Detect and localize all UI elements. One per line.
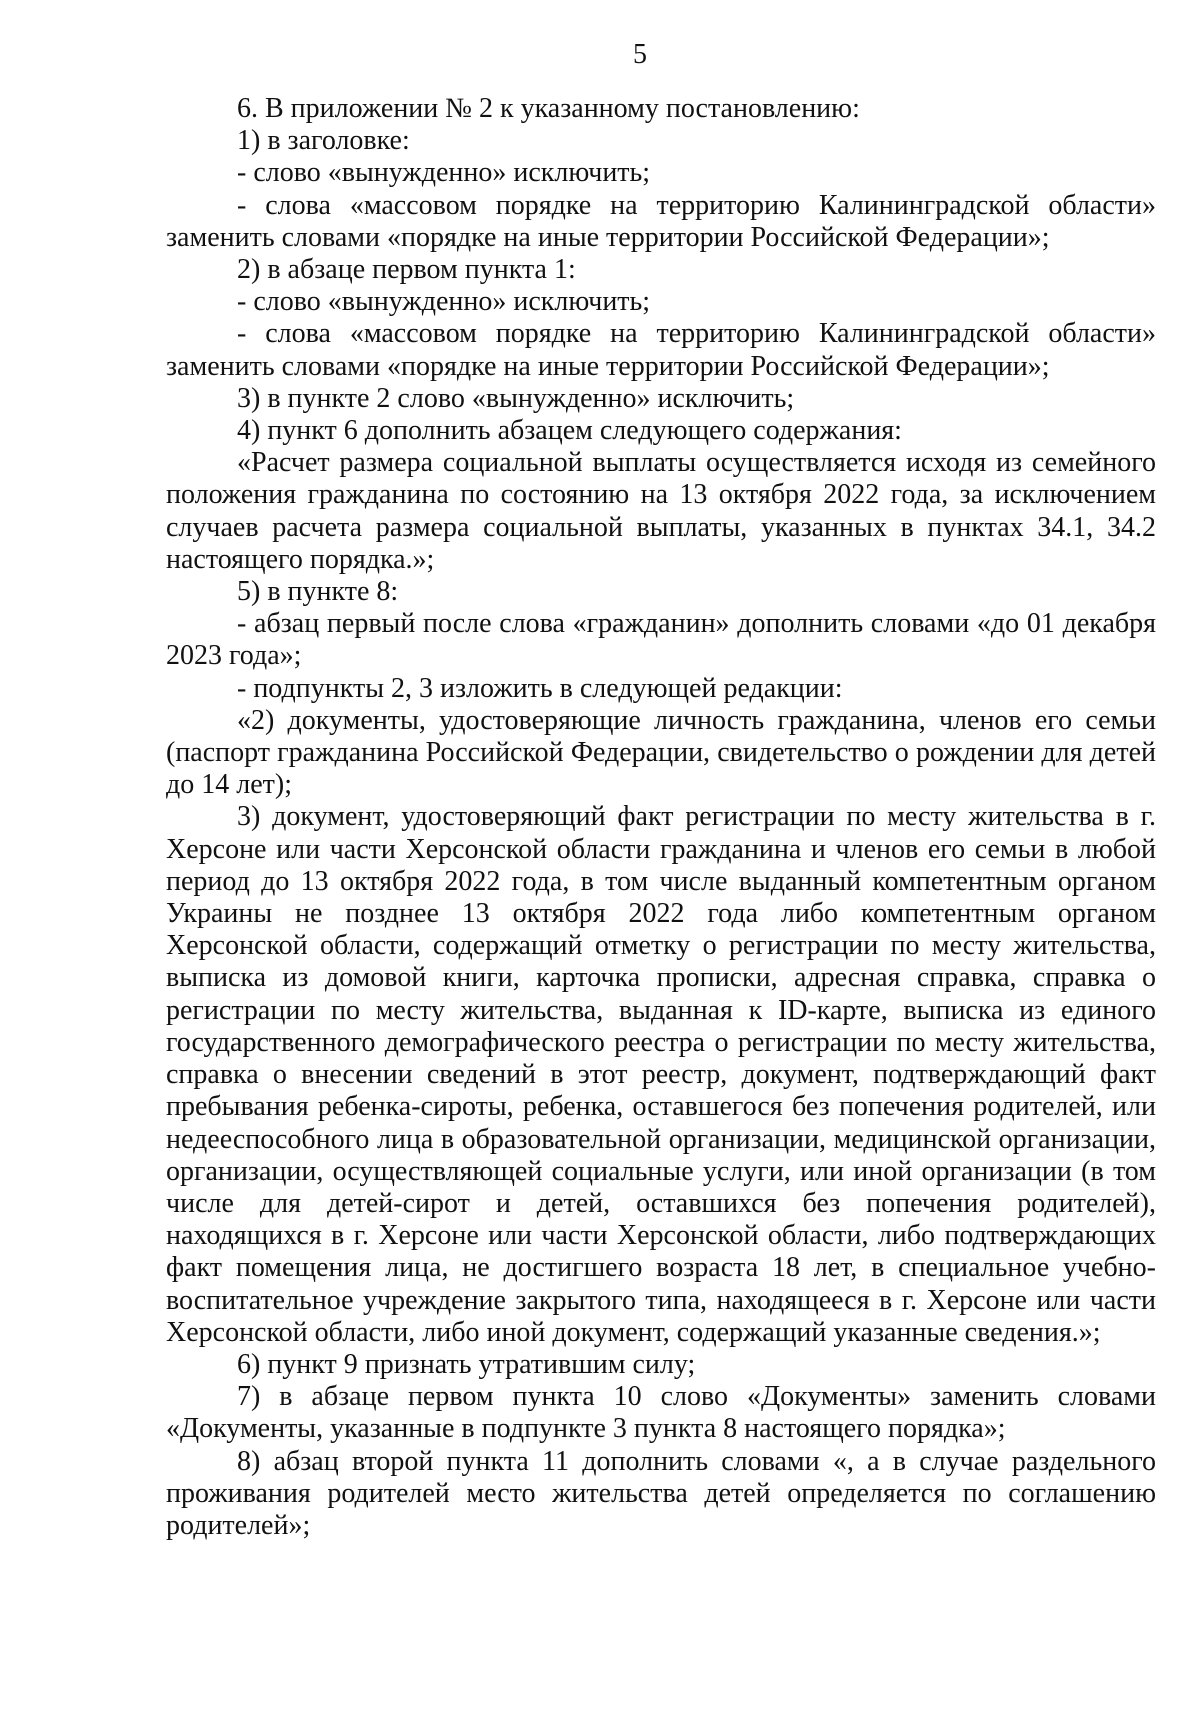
page-number: 5	[633, 39, 647, 70]
paragraph-subitem-7: 7) в абзаце первом пункта 10 слово «Документы» заменить словами «Документы, указанные в подпункте 3 пункта 8 настоящего порядка»;	[166, 1381, 1156, 1445]
paragraph-subitem-5: 5) в пункте 8:	[237, 576, 399, 608]
paragraph-subitem-1: 1) в заголовке:	[237, 125, 410, 157]
paragraph-registration-document: 3) документ, удостоверяющий факт регистрации по месту жительства в г. Херсоне или части Херсонской области гражданина и членов его семьи в любой период до 13 октября 2022 года, в том числе выданный компетентным органом Украины не позднее 13 октября 2022 года либо компетентным органом Херсонской области, содержащий отметку о регистрации по месту жительства, выписка из домовой книги, карточка прописки, адресная справка, справка о регистрации по месту жительства, выданная к ID-карте, выписка из единого государственного демографического реестра о регистрации по месту жительства, справка о внесении сведений в этот реестр, документ, подтверждающий факт пребывания ребенка-сироты, ребенка, оставшегося без попечения родителей, или недееспособного лица в образовательной организации, медицинской организации, организации, осуществляющей социальные услуги, или иной организации (в том числе для детей-сирот и детей, оставшихся без попечения родителей), находящихся в г. Херсоне или части Херсонской области, либо подтверждающих факт помещения лица, не достигшего возраста 18 лет, в специальное учебно-воспитательное учреждение закрытого типа, находящееся в г. Херсоне или части Херсонской области, либо иной документ, содержащий указанные сведения.»;	[166, 801, 1156, 1348]
paragraph-subitem-6: 6) пункт 9 признать утратившим силу;	[237, 1348, 696, 1380]
paragraph-subitem-2: 2) в абзаце первом пункта 1:	[237, 254, 576, 286]
paragraph-identity-documents: «2) документы, удостоверяющие личность гражданина, членов его семьи (паспорт гражданина Российской Федерации, свидетельство о рождении для детей до 14 лет);	[166, 704, 1156, 801]
paragraph-replace-words-title: - слова «массовом порядке на территорию Калининградской области» заменить словами «порядке на иные территории Российской Федерации»;	[166, 189, 1156, 253]
paragraph-calculation-note: «Расчет размера социальной выплаты осуществляется исходя из семейного положения гражданина по состоянию на 13 октября 2022 года, за исключением случаев расчета размера социальной выплаты, указанных в пунктах 34.1, 34.2 настоящего порядка.»;	[166, 447, 1156, 575]
paragraph-exclude-word-title: - слово «вынужденно» исключить;	[237, 157, 651, 189]
paragraph-subitem-4: 4) пункт 6 дополнить абзацем следующего содержания:	[237, 415, 902, 447]
paragraph-first-abzac-addition: - абзац первый после слова «гражданин» дополнить словами «до 01 декабря 2023 года»;	[166, 608, 1156, 672]
paragraph-exclude-word-point-1: - слово «вынужденно» исключить;	[237, 286, 651, 318]
paragraph-item-6-heading: 6. В приложении № 2 к указанному постановлению:	[237, 93, 860, 124]
paragraph-subitem-8: 8) абзац второй пункта 11 дополнить словами «, а в случае раздельного проживания родителей место жительства детей определяется по соглашению родителей»;	[166, 1445, 1156, 1541]
paragraph-replace-words-point-1: - слова «массовом порядке на территорию Калининградской области» заменить словами «порядке на иные территории Российской Федерации»;	[166, 318, 1156, 382]
paragraph-subitem-3: 3) в пункте 2 слово «вынужденно» исключить;	[237, 382, 795, 414]
paragraph-subpoints-new-edition: - подпункты 2, 3 изложить в следующей редакции:	[237, 672, 843, 704]
document-body	[166, 93, 1156, 1542]
